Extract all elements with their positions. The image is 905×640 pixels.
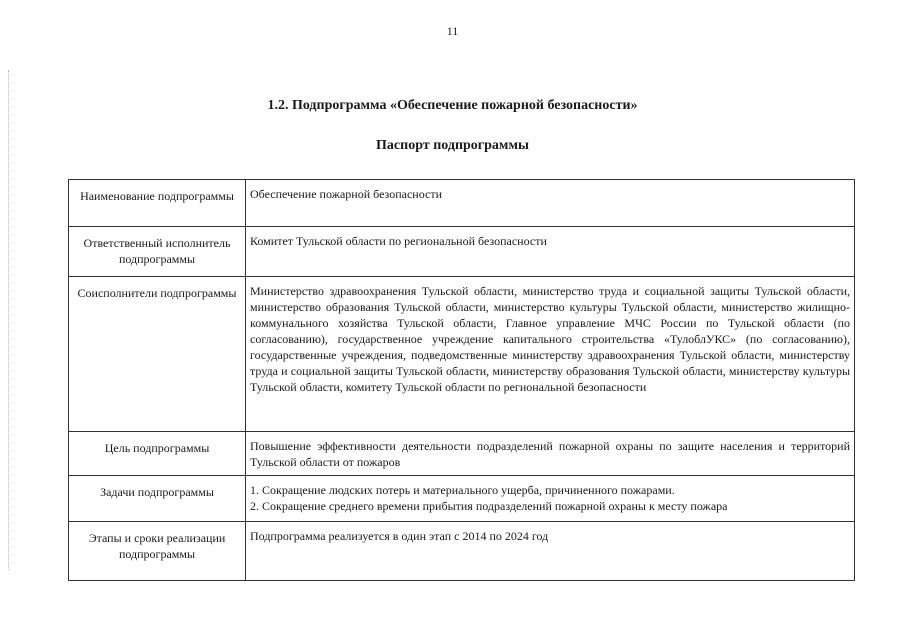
passport-title: Паспорт подпрограммы [376,138,529,153]
passport-table [68,179,855,581]
table-row [69,476,855,522]
row-label: Этапы и сроки реализации подпрограммы [69,522,246,581]
row-label: Задачи подпрограммы [69,476,246,522]
table-row [69,432,855,476]
row-value: Подпрограмма реализуется в один этап с 2014 по 2024 год [246,522,855,581]
row-label: Ответственный исполнитель подпрограммы [69,227,246,277]
row-label: Соисполнители подпрограммы [69,277,246,432]
task-item: 2. Сокращение среднего времени прибытия подразделений пожарной охраны к месту пожара [250,499,728,513]
row-value: Комитет Тульской области по региональной безопасности [246,227,855,277]
section-title: 1.2. Подпрограмма «Обеспечение пожарной безопасности» [267,98,638,113]
row-value [246,476,855,522]
table-row [69,180,855,227]
row-label: Наименование подпрограммы [69,180,246,227]
task-item: 1. Сокращение людских потерь и материального ущерба, причиненного пожарами. [250,483,675,497]
row-value: Обеспечение пожарной безопасности [246,180,855,227]
table-row [69,227,855,277]
row-value: Министерство здравоохранения Тульской области, министерство труда и социальной защиты Тульской области, министерство образования Тульской области, министерство культуры Тульской области, министерство жилищно-коммунального хозяйства Тульской области, Главное управление МЧС России по Тульской области (по согласованию), государственное учреждение капитального строительства «ТулоблУКС» (по согласованию), государственные учреждения, подведомственные министерству здравоохранения Тульской области, министерству труда и социальной защиты Тульской области, министерству образования Тульской области, министерству культуры Тульской области, комитету Тульской области по региональной безопасности [246,277,855,432]
table-row [69,277,855,432]
row-label: Цель подпрограммы [69,432,246,476]
table-row [69,522,855,581]
row-value: Повышение эффективности деятельности подразделений пожарной охраны по защите населения и территорий Тульской области от пожаров [246,432,855,476]
page-number: 11 [446,24,459,38]
